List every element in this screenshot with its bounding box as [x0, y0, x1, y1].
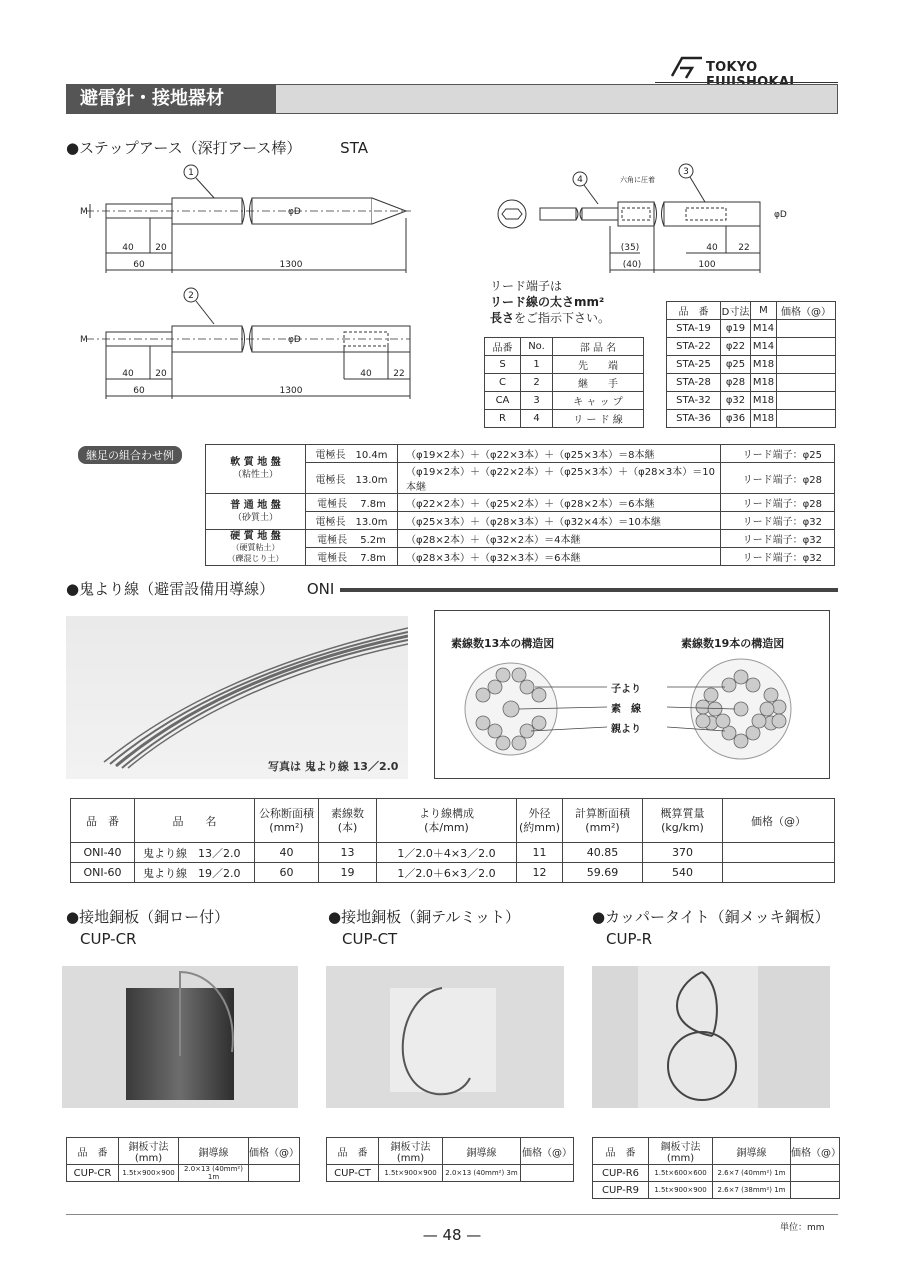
- sta-code: STA: [340, 139, 368, 157]
- cup-r-title: ●カッパータイト（銅メッキ鋼板） CUP-R: [592, 908, 830, 948]
- oni-title: ●鬼より線（避雷設備用導線） ONI: [66, 580, 335, 598]
- label-wire: 素 線: [611, 704, 641, 715]
- table-row: ONI-60 鬼より線 19／2.0 60 19 1／2.0＋6×3／2.0 12 59.69 540: [71, 863, 835, 883]
- cup-cr-table: 品 番 銅板寸法(mm) 銅導線 価格（@） CUP-CR 1.5t×900×900 2.0×13 (40mm²) 1m: [66, 1137, 300, 1182]
- lead-note-line1: リード端子は: [490, 279, 563, 293]
- lead-terminal-drawing: [490, 158, 800, 278]
- sta-spec-table: 品 番 D寸法 M 価格（@） STA-19 φ19 M14 STA-22 φ22 M14 STA-25 φ25 M18 STA-28 φ28 M18 STA-32 φ32 M18 STA-36 φ36 M18: [666, 301, 836, 428]
- oni-spec-table: 品 番 品 名 公称断面積 (mm²) 素線数 (本) より線構成 (本/mm) 外径 (約mm) 計算断面積 (mm²) 概算質量 (kg/km) 価格（@） ONI-40 鬼より線 13／2.0 40 13 1／2.0＋4×3／2.0 11 40.85 370 ONI-60 鬼より線 19／2.0 60 19 1／2.0＋6×3／2.0 12 59.69 540: [70, 798, 835, 883]
- diagram-title-19: 素線数19本の構造図: [681, 637, 785, 650]
- header-rule: [655, 82, 838, 83]
- svg-text:22: 22: [738, 243, 750, 253]
- table-row: S 1 先 端: [485, 356, 644, 374]
- oni-photo-caption: 写真は 鬼より線 13／2.0: [268, 760, 399, 773]
- logo-mark-icon: [668, 54, 708, 80]
- callout-4: 4: [577, 175, 583, 185]
- table-row: CUP-R6 1.5t×600×600 2.6×7 (40mm²) 1m: [593, 1165, 840, 1182]
- m-label: M: [80, 207, 88, 217]
- svg-text:20: 20: [155, 369, 167, 379]
- svg-text:60: 60: [133, 260, 145, 270]
- cup-r-table: 品 番 鋼板寸法(mm) 銅導線 価格（@） CUP-R6 1.5t×600×600 2.6×7 (40mm²) 1m CUP-R9 1.5t×900×900 2.6×7 (38mm²) 1m: [592, 1137, 840, 1199]
- svg-text:40: 40: [706, 243, 718, 253]
- cup-r-photo: [592, 966, 830, 1108]
- page-number: — 48 —: [422, 1226, 482, 1244]
- svg-text:(35): (35): [620, 243, 640, 253]
- table-row: CA 3 キ ャ ッ プ: [485, 392, 644, 410]
- svg-text:φD: φD: [288, 335, 301, 345]
- svg-text:φD: φD: [774, 210, 787, 220]
- oni-structure-diagram: [434, 610, 830, 779]
- table-row: STA-22 φ22 M14: [667, 338, 836, 356]
- lead-note-line2: リード線の太さmm²: [490, 295, 605, 309]
- brand-name: TOKYO: [706, 60, 758, 75]
- table-row: 電極長 13.0m （φ25×3本）＋（φ28×3本）＋（φ32×4本）＝10本継 リード端子：φ32: [206, 512, 835, 530]
- table-row: CUP-R9 1.5t×900×900 2.6×7 (38mm²) 1m: [593, 1182, 840, 1199]
- table-row: STA-32 φ32 M18: [667, 392, 836, 410]
- strand-cross-sections: [435, 611, 831, 780]
- cup-ct-table: 品 番 銅板寸法(mm) 銅導線 価格（@） CUP-CT 1.5t×900×900 2.0×13 (40mm²) 3m: [326, 1137, 574, 1182]
- table-row: 普 通 地 盤 （砂質土） 電極長 7.8m （φ22×2本）＋（φ25×2本）＋（φ28×2本）＝6本継 リード端子：φ28: [206, 494, 835, 512]
- unit-note: 単位：mm: [780, 1223, 825, 1233]
- brand-logo: [668, 54, 838, 80]
- sta-title-text: ●ステップアース（深打アース棒）: [66, 139, 302, 157]
- label-child-strand: 子より: [611, 684, 641, 695]
- footer-rule: [66, 1214, 838, 1215]
- svg-text:20: 20: [155, 243, 167, 253]
- oni-code: ONI: [306, 580, 335, 598]
- diagram-title-13: 素線数13本の構造図: [451, 637, 555, 650]
- rod-drawing-1: [66, 158, 426, 278]
- svg-text:1300: 1300: [279, 386, 303, 396]
- table-row: CUP-CT 1.5t×900×900 2.0×13 (40mm²) 3m: [327, 1165, 574, 1182]
- cup-r-code: CUP-R: [606, 930, 653, 948]
- callout-1: 1: [188, 168, 194, 178]
- cup-cr-photo: [62, 966, 298, 1108]
- svg-text:1300: 1300: [279, 260, 303, 270]
- svg-text:M: M: [80, 335, 88, 345]
- oni-photo: [66, 616, 408, 779]
- table-row: STA-25 φ25 M18: [667, 356, 836, 374]
- callout-2: 2: [188, 291, 194, 301]
- table-row: CUP-CR 1.5t×900×900 2.0×13 (40mm²) 1m: [67, 1165, 300, 1182]
- table-row: 軟 質 地 盤 （粘性土） 電極長 10.4m （φ19×2本）＋（φ22×3本）＋（φ25×3本）＝8本継 リード端子：φ25: [206, 445, 835, 463]
- svg-text:40: 40: [360, 369, 372, 379]
- parts-table: 品番 No. 部 品 名 S 1 先 端 C 2 継 手 CA 3 キ ャ ッ プ R 4 リ ー ド 線: [484, 337, 644, 428]
- table-row: STA-28 φ28 M18: [667, 374, 836, 392]
- table-row: 電極長 7.8m （φ28×3本）＋（φ32×3本）＝6本継 リード端子：φ32: [206, 548, 835, 566]
- cup-cr-code: CUP-CR: [80, 930, 137, 948]
- svg-text:40: 40: [122, 243, 134, 253]
- phi-d-label: φD: [288, 207, 301, 217]
- cup-ct-title: ●接地銅板（銅テルミット） CUP-CT: [328, 908, 521, 948]
- cup-ct-code: CUP-CT: [342, 930, 398, 948]
- svg-text:60: 60: [133, 386, 145, 396]
- cup-cr-title: ●接地銅板（銅ロー付） CUP-CR: [66, 908, 230, 948]
- page-title: 避雷針・接地器材: [66, 84, 276, 114]
- svg-text:100: 100: [698, 260, 716, 270]
- lead-note: [490, 278, 610, 326]
- lead-note-line3: 長さをご指示下さい。: [490, 311, 611, 325]
- table-row: 硬 質 地 盤 （硬質粘土） （礫混じり土） 電極長 5.2m （φ28×2本）＋（φ32×2本）＝4本継 リード端子：φ32: [206, 530, 835, 548]
- table-row: ONI-40 鬼より線 13／2.0 40 13 1／2.0＋4×3／2.0 11 40.85 370: [71, 843, 835, 863]
- table-row: STA-19 φ19 M14: [667, 320, 836, 338]
- stranded-wire-image: [66, 616, 408, 779]
- label-parent-strand: 親より: [611, 724, 641, 735]
- callout-3: 3: [683, 167, 689, 177]
- rod-drawing-2: [66, 284, 426, 404]
- cup-ct-photo: [326, 966, 564, 1108]
- hex-note: 六角に圧着: [620, 176, 655, 184]
- svg-text:22: 22: [393, 369, 405, 379]
- table-row: 電極長 13.0m （φ19×2本）＋（φ22×2本）＋（φ25×3本）＋（φ28×3本）＝10本継 リード端子：φ28: [206, 463, 835, 494]
- combo-table: [205, 444, 835, 566]
- oni-rule: [340, 588, 838, 592]
- svg-text:40: 40: [122, 369, 134, 379]
- combo-label: 継足の組合わせ例: [78, 446, 182, 464]
- table-row: STA-36 φ36 M18: [667, 410, 836, 428]
- table-row: R 4 リ ー ド 線: [485, 410, 644, 428]
- svg-text:(40): (40): [622, 260, 642, 270]
- sta-title: [66, 137, 368, 158]
- table-row: C 2 継 手: [485, 374, 644, 392]
